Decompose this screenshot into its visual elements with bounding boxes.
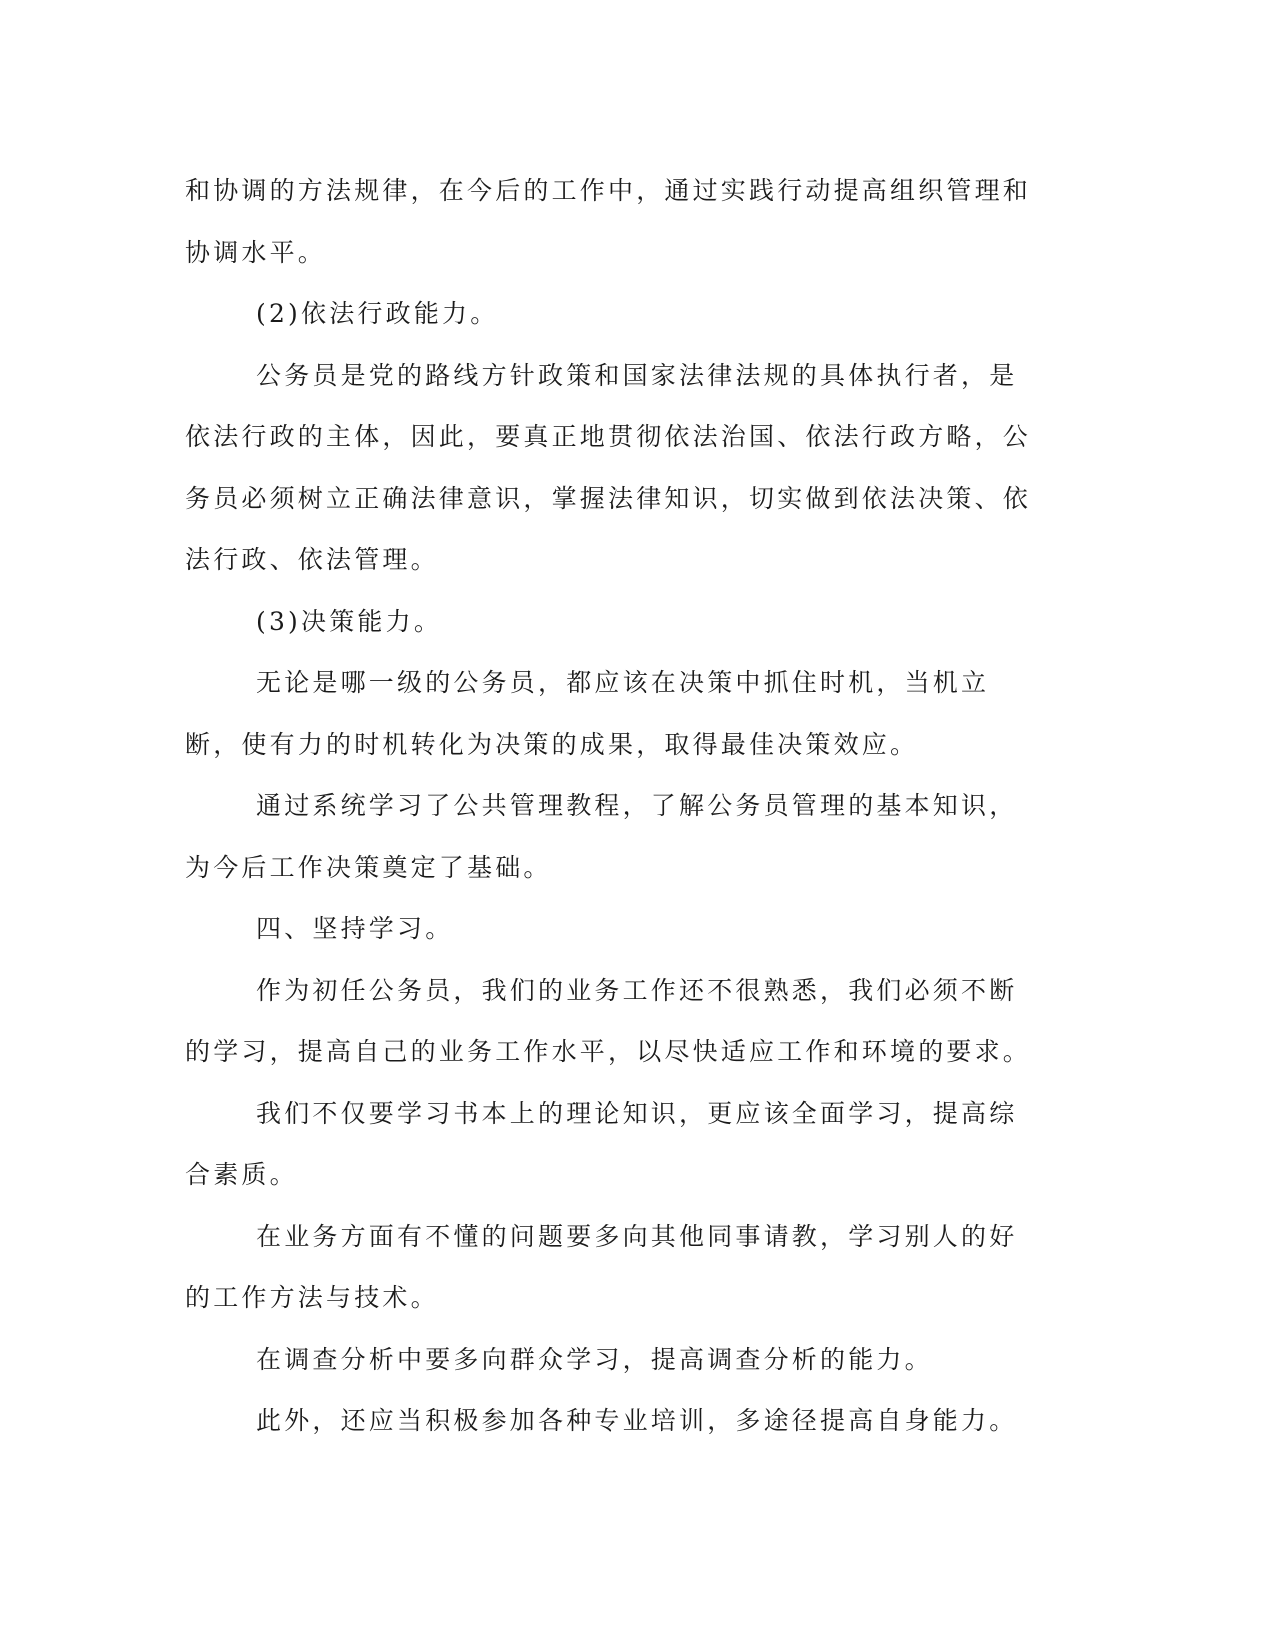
paragraph-7-heading: 四、坚持学习。 xyxy=(256,914,454,943)
paragraph-1: 和协调的方法规律，在今后的工作中，通过实践行动提高组织管理和协调水平。 xyxy=(185,176,1032,267)
paragraph-3: 公务员是党的路线方针政策和国家法律法规的具体执行者，是依法行政的主体，因此，要真正地贯彻依法治国、依法行政方略，公务员必须树立正确法律意识，掌握法律知识，切实做到依法决策、依法行政、依法管理。 xyxy=(185,360,1032,574)
paragraph-11: 在调查分析中要多向群众学习，提高调查分析的能力。 xyxy=(256,1344,933,1374)
paragraph-8: 作为初任公务员，我们的业务工作还不很熟悉，我们必须不断的学习，提高自己的业务工作水平，以尽快适应工作和环境的要求。 xyxy=(185,975,1032,1066)
paragraph-2-heading: (2)依法行政能力。 xyxy=(256,299,499,328)
paragraph-10: 在业务方面有不懂的问题要多向其他同事请教，学习别人的好的工作方法与技术。 xyxy=(185,1221,1018,1312)
document-body xyxy=(185,160,1045,1452)
paragraph-6: 通过系统学习了公共管理教程，了解公务员管理的基本知识，为今后工作决策奠定了基础。 xyxy=(185,791,1018,882)
paragraph-9: 我们不仅要学习书本上的理论知识，更应该全面学习，提高综合素质。 xyxy=(185,1098,1018,1189)
paragraph-5: 无论是哪一级的公务员，都应该在决策中抓住时机，当机立断，使有力的时机转化为决策的成果，取得最佳决策效应。 xyxy=(185,668,990,759)
paragraph-4-heading: (3)决策能力。 xyxy=(256,606,443,636)
paragraph-12: 此外，还应当积极参加各种专业培训，多途径提高自身能力。 xyxy=(256,1406,1018,1435)
